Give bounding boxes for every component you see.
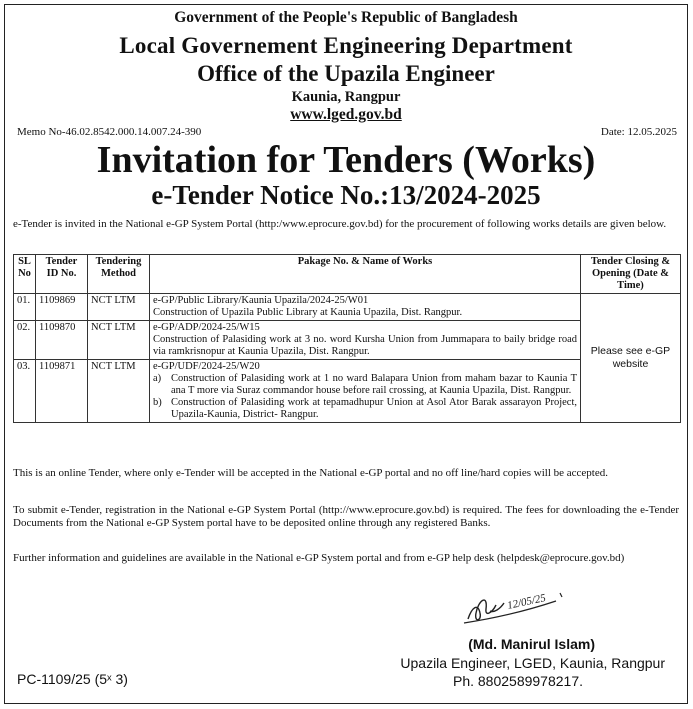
pc-code: PC-1109/25 (5ˣ 3) — [17, 671, 128, 687]
signature-icon — [460, 583, 570, 631]
table-row — [14, 321, 681, 360]
tender-notice — [4, 4, 688, 704]
sub-item-text: Construction of Palasiding work at tepamadhupur Union at Asol Ator Barak assarayon Project, Upazila-Kaunia, District- Rangpur. — [171, 397, 577, 420]
table-header-row — [14, 255, 681, 294]
location-heading: Kaunia, Rangpur — [291, 89, 401, 105]
header-closing: Tender Closing & Opening (Date & Time) — [581, 255, 681, 294]
intro-paragraph: e-Tender is invited in the National e-GP System Portal (http:/www.eprocure.gov.bd) for the procurement of following works details are given below. — [13, 218, 667, 230]
row-tender-id: 1109870 — [36, 321, 88, 360]
table-row — [14, 360, 681, 423]
table-row — [14, 294, 681, 321]
header-tender-id: Tender ID No. — [36, 255, 88, 294]
row-tender-id: 1109869 — [36, 294, 88, 321]
sub-item-label: a) — [153, 373, 162, 384]
signatory-title: Upazila Engineer, LGED, Kaunia, Rangpur — [400, 655, 665, 671]
website-line — [5, 106, 687, 124]
department-heading: Local Governement Engineering Department — [119, 33, 573, 58]
row-tender-id: 1109871 — [36, 360, 88, 423]
row-works — [150, 294, 581, 321]
package-number: e-GP/ADP/2024-25/W15 — [153, 322, 260, 333]
row-method: NCT LTM — [88, 294, 150, 321]
header-sl: SL No — [14, 255, 36, 294]
header-works: Pakage No. & Name of Works — [150, 255, 581, 294]
header-method: Tendering Method — [88, 255, 150, 294]
sub-item-a — [153, 373, 577, 397]
closing-cell — [581, 294, 681, 423]
work-description: Construction of Palasiding work at 3 no. word Kursha Union from Jummapara to baily bridge road via ramkrisnopur at Kaunia Upazila, Dist. Rangpur. — [153, 334, 577, 357]
website-link[interactable]: www.lged.gov.bd — [290, 106, 402, 123]
closing-note: Please see e-GP website — [590, 345, 671, 370]
signatory-name: (Md. Manirul Islam) — [468, 636, 595, 652]
sub-item-b — [153, 397, 577, 421]
notice-date: Date: 12.05.2025 — [600, 126, 677, 138]
package-number: e-GP/Public Library/Kaunia Upazila/2024-25/W01 — [153, 295, 369, 306]
further-info-paragraph: Further information and guidelines are available in the National e-GP System portal and from e-GP help desk (helpdesk@eprocure.gov.bd) — [13, 552, 625, 564]
row-works — [150, 321, 581, 360]
sub-item-label: b) — [153, 397, 162, 408]
row-sl: 02. — [14, 321, 36, 360]
package-number: e-GP/UDF/2024-25/W20 — [153, 361, 260, 372]
signatory-phone: Ph. 8802589978217. — [452, 673, 583, 689]
tender-table — [13, 254, 681, 423]
svg-text:12/05/25: 12/05/25 — [506, 592, 547, 612]
notice-number: e-Tender Notice No.:13/2024-2025 — [151, 180, 541, 210]
government-heading: Government of the People's Republic of Bangladesh — [174, 9, 518, 26]
row-method: NCT LTM — [88, 360, 150, 423]
page-title: Invitation for Tenders (Works) — [96, 139, 596, 181]
row-sl: 01. — [14, 294, 36, 321]
work-description: Construction of Upazila Public Library at Kaunia Upazila, Dist. Rangpur. — [153, 307, 463, 318]
memo-number: Memo No-46.02.8542.000.14.007.24-390 — [17, 126, 202, 138]
row-works — [150, 360, 581, 423]
row-sl: 03. — [14, 360, 36, 423]
registration-paragraph: To submit e-Tender, registration in the National e-GP System Portal (http://www.eprocure.gov.bd) is required. The fees for downloading the e-Tender Documents from the National e-GP System portal have to be deposited online through any registered Banks. — [13, 504, 679, 530]
sub-item-text: Construction of Palasiding work at 1 no ward Balapara Union from maham bazar to Kaunia T ana T more via Suraz commandor house before rail crossing, at Kaunia Upazila, Dist. Rangpur. — [171, 373, 577, 396]
office-heading: Office of the Upazila Engineer — [197, 61, 495, 86]
online-tender-paragraph: This is an online Tender, where only e-Tender will be accepted in the National e-GP portal and no off line/hard copies will be accepted. — [13, 467, 608, 479]
row-method: NCT LTM — [88, 321, 150, 360]
